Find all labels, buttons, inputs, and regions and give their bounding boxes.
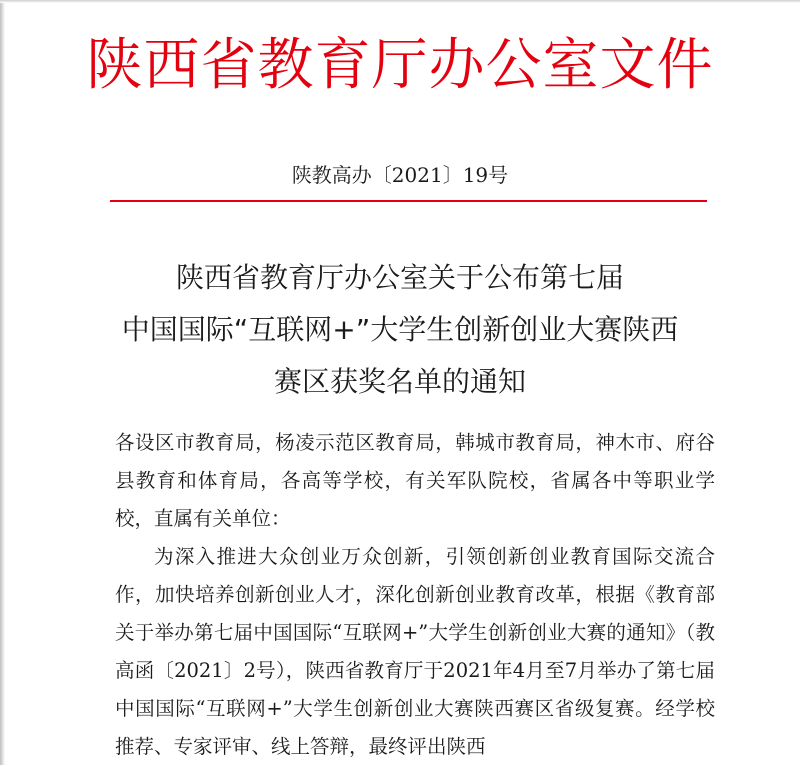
document-header-title: 陕西省教育厅办公室文件 xyxy=(86,33,714,98)
addressees-paragraph: 各设区市教育局，杨凌示范区教育局，韩城市教育局，神木市、府谷县教育和体育局，各高等学校，有关军队院校，省属各中等职业学校，直属有关单位： xyxy=(115,431,715,530)
header-red-rule xyxy=(110,200,707,202)
document-number: 陕教高办〔2021〕19号 xyxy=(291,163,509,187)
page-left-shadow xyxy=(0,0,5,765)
page-top-shadow xyxy=(0,0,800,3)
document-body xyxy=(115,424,715,766)
notice-title-line: 赛区获奖名单的通知 xyxy=(273,365,526,398)
notice-title-line: 陕西省教育厅办公室关于公布第七届 xyxy=(175,261,624,294)
notice-title xyxy=(60,252,740,408)
notice-title-line: 中国国际“互联网+”大学生创新创业大赛陕西 xyxy=(121,313,679,346)
body-paragraph: 为深入推进大众创业万众创新，引领创新创业教育国际交流合作，加快培养创新创业人才，深化创新创业教育改革，根据《教育部关于举办第七届中国国际“互联网+”大学生创新创业大赛的通知》（教高函〔2021〕2号），陕西省教育厅于2021年4月至7月举办了第七届中国国际“互联网+”大学生创新创业大赛陕西赛区省级复赛。经学校推荐、专家评审、线上答辩，最终评出陕西 xyxy=(115,545,715,758)
